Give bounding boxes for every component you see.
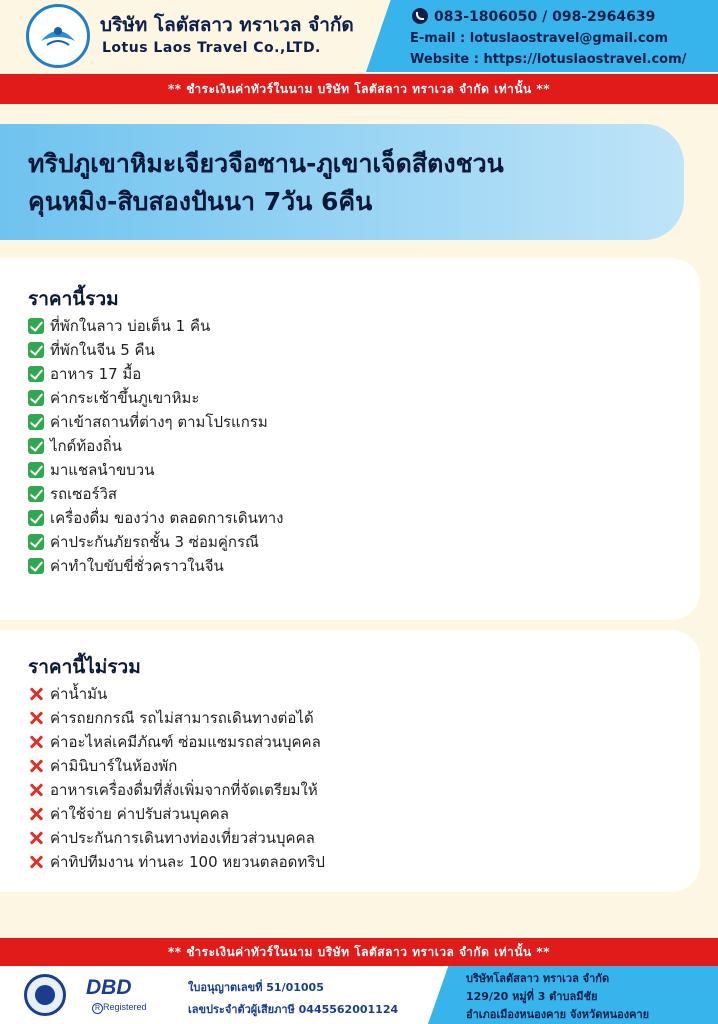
list-item: ค่าทิปทีมงาน ท่านละ 100 หยวนตลอดทริป <box>28 850 325 874</box>
list-item: ไกด์ท้องถิ่น <box>28 434 283 458</box>
included-heading: ราคานี้รวม <box>28 288 119 310</box>
company-logo <box>26 4 90 68</box>
list-item: รถเซอร์วิส <box>28 482 283 506</box>
contact-website: Website : https://lotuslaostravel.com/ <box>410 52 687 67</box>
trip-title-line-2: คุนหมิง-สิบสองปันนา 7วัน 6คืน <box>28 187 373 216</box>
payment-notice-top: ** ชำระเงินค่าทัวร์ในนาม บริษัท โลตัสลาว ทราเวล จำกัด เท่านั้น ** <box>0 74 718 104</box>
cross-icon <box>28 806 44 822</box>
license-number: ใบอนุญาตเลขที่ 51/01005 <box>188 981 324 994</box>
list-item: อาหาร 17 มื้อ <box>28 362 283 386</box>
included-card <box>0 258 700 620</box>
list-item: ที่พักในจีน 5 คืน <box>28 338 283 362</box>
cross-icon <box>28 734 44 750</box>
check-icon <box>28 318 44 334</box>
excluded-heading: ราคานี้ไม่รวม <box>28 656 141 678</box>
list-item: ค่าประกันการเดินทางท่องเที่ยวส่วนบุคคล <box>28 826 325 850</box>
list-item: ค่าน้ำมัน <box>28 682 325 706</box>
excluded-card <box>0 630 700 892</box>
dbd-registered: R Registered <box>92 1002 147 1014</box>
trip-title-card <box>0 124 684 240</box>
excluded-list <box>28 682 325 874</box>
check-icon <box>28 510 44 526</box>
check-icon <box>28 366 44 382</box>
phone-icon <box>412 8 428 24</box>
check-icon <box>28 462 44 478</box>
cross-icon <box>28 830 44 846</box>
check-icon <box>28 342 44 358</box>
list-item: ที่พักในลาว บ่อเต็น 1 คืน <box>28 314 283 338</box>
list-item: มาแชลนำขบวน <box>28 458 283 482</box>
footer <box>0 966 718 1024</box>
cross-icon <box>28 686 44 702</box>
list-item: ค่าเข้าสถานที่ต่างๆ ตามโปรแกรม <box>28 410 283 434</box>
list-item: ค่าอะไหล่เคมีภัณฑ์ ซ่อมแซมรถส่วนบุคคล <box>28 730 325 754</box>
list-item: ค่าประกันภัยรถชั้น 3 ซ่อมคู่กรณี <box>28 530 283 554</box>
company-name-thai: บริษัท โลตัสลาว ทราเวล จำกัด <box>100 14 354 36</box>
cross-icon <box>28 710 44 726</box>
contact-phone <box>412 8 655 25</box>
list-item: เครื่องดื่ม ของว่าง ตลอดการเดินทาง <box>28 506 283 530</box>
list-item: ค่ากระเช้าขึ้นภูเขาหิมะ <box>28 386 283 410</box>
tax-id: เลขประจำตัวผู้เสียภาษี 0445562001124 <box>188 1003 399 1016</box>
check-icon <box>28 486 44 502</box>
header <box>0 0 718 72</box>
phone-numbers: 083-1806050 / 098-2964639 <box>434 9 656 25</box>
list-item: ค่ารถยกกรณี รถไม่สามารถเดินทางต่อได้ <box>28 706 325 730</box>
list-item: อาหารเครื่องดื่มที่สั่งเพิ่มจากที่จัดเตรียมให้ <box>28 778 325 802</box>
trip-title-line-1: ทริปภูเขาหิมะเจียวจือซาน-ภูเขาเจ็ดสีตงชวน <box>28 149 504 178</box>
list-item: ค่ามินิบาร์ในห้องพัก <box>28 754 325 778</box>
address-line-3: อำเภอเมืองหนองคาย จังหวัดหนองคาย <box>466 1008 650 1021</box>
dbd-logo: DBD <box>86 976 132 999</box>
address-line-1: บริษัทโลตัสลาว ทราเวล จำกัด <box>466 972 610 985</box>
association-emblem-icon <box>24 974 66 1016</box>
payment-notice-bottom: ** ชำระเงินค่าทัวร์ในนาม บริษัท โลตัสลาว ทราเวล จำกัด เท่านั้น ** <box>0 938 718 966</box>
list-item: ค่าทำใบขับขี่ชั่วคราวในจีน <box>28 554 283 578</box>
check-icon <box>28 390 44 406</box>
check-icon <box>28 534 44 550</box>
cross-icon <box>28 782 44 798</box>
check-icon <box>28 414 44 430</box>
contact-email: E-mail : lotuslaostravel@gmail.com <box>410 31 669 46</box>
included-list <box>28 314 283 578</box>
cross-icon <box>28 854 44 870</box>
cross-icon <box>28 758 44 774</box>
list-item: ค่าใช้จ่าย ค่าปรับส่วนบุคคล <box>28 802 325 826</box>
company-name-english: Lotus Laos Travel Co.,LTD. <box>102 40 321 56</box>
check-icon <box>28 558 44 574</box>
check-icon <box>28 438 44 454</box>
address-line-2: 129/20 หมู่ที่ 3 ตำบลมีชัย <box>466 990 598 1003</box>
